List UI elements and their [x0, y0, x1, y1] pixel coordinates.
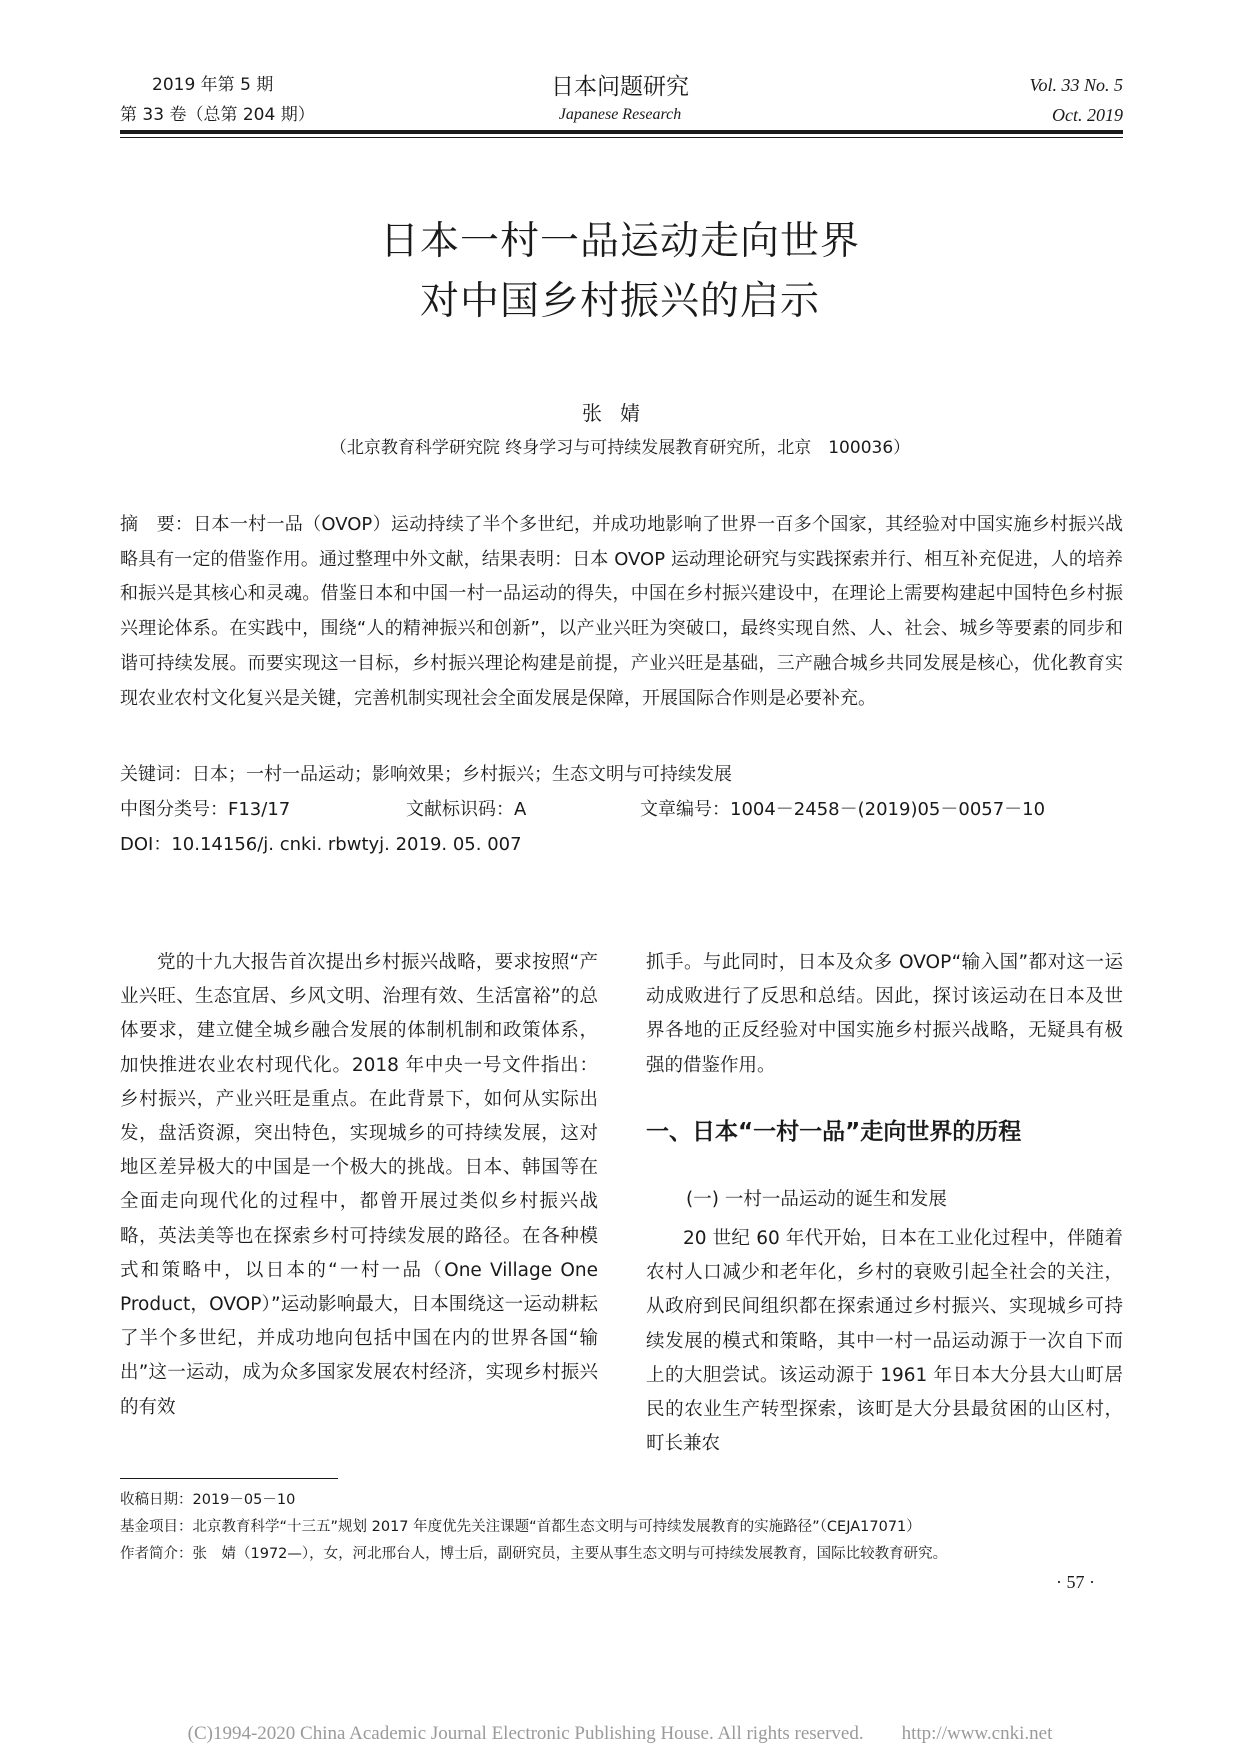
date-en: Oct. 2019 [1052, 105, 1123, 125]
document-code: 文献标识码：A [406, 799, 527, 820]
footnote-fund: 基金项目：北京教育科学“十三五”规划 2017 年度优先关注课题“首都生态文明与可持续发展教育的实施路径”（CEJA17071） [120, 1519, 921, 1535]
header-rule-thick [120, 130, 1123, 134]
body-left-column: 党的十九大报告首次提出乡村振兴战略，要求按照“产业兴旺、生态宜居、乡风文明、治理有效、生活富裕”的总体要求，建立健全城乡融合发展的体制机制和政策体系，加快推进农业农村现代化。2018 年中央一号文件指出：乡村振兴，产业兴旺是重点。在此背景下，如何从实际出发，盘活资源，突出特色，实现城乡的可持续发展，这对地区差异极大的中国是一个极大的挑战。日本、韩国等在全面走向现代化的过程中，都曾开展过类似乡村振兴战略，英法美等也在探索乡村可持续发展的路径。在各种模式和策略中，以日本的“一村一品（One Village One Product，OVOP）”运动影响最大，日本围绕这一运动耕耘了半个多世纪，并成功地向包括中国在内的世界各国“输出”这一运动，成为众多国家发展农村经济，实现乡村振兴的有效 [120, 952, 598, 1418]
doi: DOI：10.14156/j. cnki. rbwtyj. 2019. 05. 007 [120, 834, 522, 855]
keywords: 关键词：日本；一村一品运动；影响效果；乡村振兴；生态文明与可持续发展 [120, 764, 732, 785]
footnote-author-bio: 作者简介：张 婧（1972—），女，河北邢台人，博士后，副研究员，主要从事生态文明与可持续发展教育，国际比较教育研究。 [120, 1546, 948, 1562]
body-right-column-bottom: 20 世纪 60 年代开始，日本在工业化过程中，伴随着农村人口减少和老年化，乡村的衰败引起全社会的关注，从政府到民间组织都在探索通过乡村振兴、实现城乡可持续发展的模式和策略，其中一村一品运动源于一次自下而上的大胆尝试。该运动源于 1961 年日本大分县大山町居民的农业生产转型探索，该町是大分县最贫困的山区村，町长兼农 [646, 1228, 1123, 1455]
subsection-heading: (一) 一村一品运动的诞生和发展 [686, 1189, 947, 1210]
article-title-line2: 对中国乡村振兴的启示 [419, 279, 820, 324]
footnote-rule [120, 1478, 338, 1479]
article-number: 文章编号：1004－2458－(2019)05－0057－10 [640, 799, 1046, 820]
volume-number: 第 33 卷（总第 204 期） [120, 105, 315, 125]
volume-en: Vol. 33 No. 5 [1029, 75, 1123, 95]
copyright-footer: (C)1994-2020 China Academic Journal Electronic Publishing House. All rights reserved. http://www.cnki.net [187, 1723, 1053, 1744]
body-right-column-top: 抓手。与此同时，日本及众多 OVOP“输入国”都对这一运动成败进行了反思和总结。因此，探讨该运动在日本及世界各地的正反经验对中国实施乡村振兴战略，无疑具有极强的借鉴作用。 [646, 952, 1123, 1076]
footnote-received: 收稿日期：2019－05－10 [120, 1492, 296, 1508]
section-heading: 一、日本“一村一品”走向世界的历程 [646, 1119, 1022, 1145]
abstract-text: 摘 要：日本一村一品（OVOP）运动持续了半个多世纪，并成功地影响了世界一百多个国家，其经验对中国实施乡村振兴战略具有一定的借鉴作用。通过整理中外文献，结果表明：日本 OVOP 运动理论研究与实践探索并行、相互补充促进，人的培养和振兴是其核心和灵魂。借鉴日本和中国一村一品运动的得失，中国在乡村振兴建设中，在理论上需要构建起中国特色乡村振兴理论体系。在实践中，围绕“人的精神振兴和创新”，以产业兴旺为突破口，最终实现自然、人、社会、城乡等要素的同步和谐可持续发展。而要实现这一目标，乡村振兴理论构建是前提，产业兴旺是基础，三产融合城乡共同发展是核心，优化教育实现农业农村文化复兴是关键，完善机制实现社会全面发展是保障，开展国际合作则是必要补充。 [120, 514, 1123, 709]
clc-number: 中图分类号：F13/17 [120, 799, 291, 820]
issue-number: 2019 年第 5 期 [152, 75, 274, 95]
journal-title: 日本问题研究 [551, 74, 689, 100]
author-affiliation: （北京教育科学研究院 终身学习与可持续发展教育研究所，北京 100036） [329, 438, 911, 458]
journal-title-en: Japanese Research [558, 106, 682, 123]
article-title-line1: 日本一村一品运动走向世界 [379, 219, 860, 264]
author-name: 张婧 [582, 401, 658, 425]
header-rule-thin [120, 137, 1123, 138]
page-number: · 57 · [1056, 1572, 1095, 1592]
